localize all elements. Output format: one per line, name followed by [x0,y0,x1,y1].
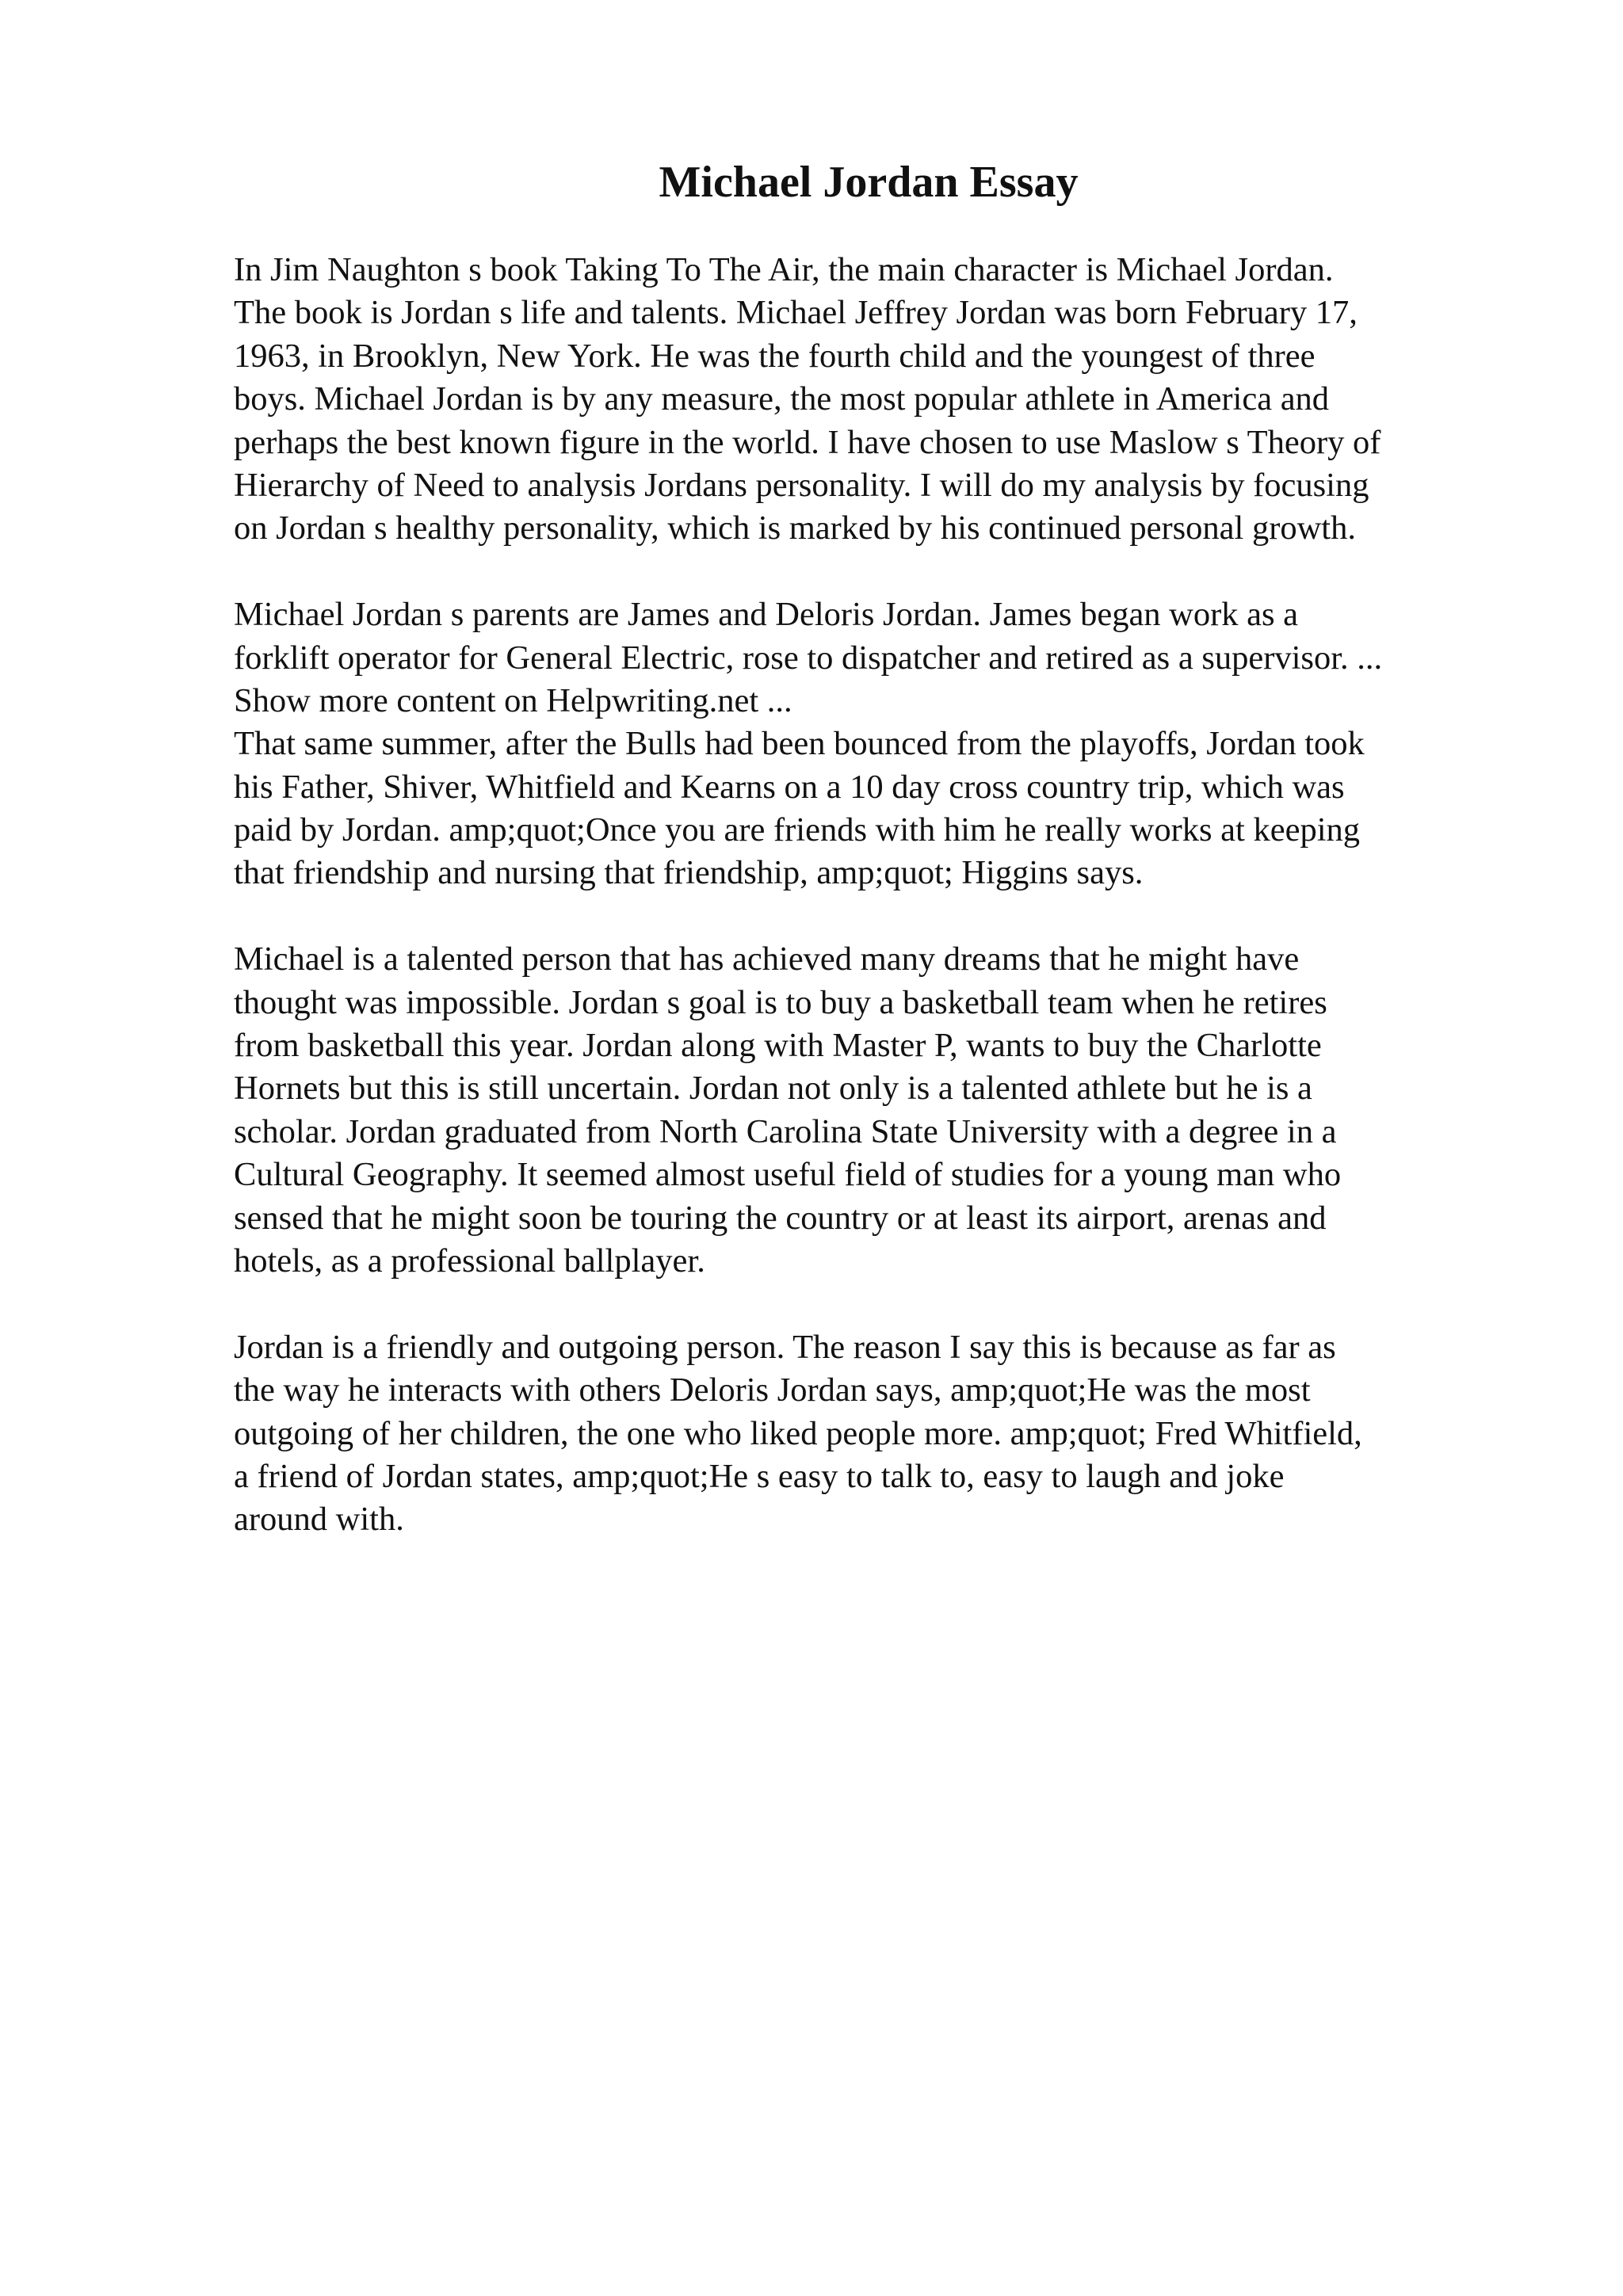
text-line: Michael is a talented person that has achieved many dreams that he might have [234,940,1300,978]
text-line: In Jim Naughton s book Taking To The Air, the main character is Michael Jordan. [234,251,1334,288]
text-line: forklift operator for General Electric, rose to dispatcher and retired as a supervisor. ... [234,639,1383,677]
text-line: boys. Michael Jordan is by any measure, the most popular athlete in America and [234,380,1330,418]
paragraph-gap [234,895,1518,938]
text-line: sensed that he might soon be touring the country or at least its airport, arenas and [234,1199,1327,1237]
text-line: the way he interacts with others Deloris Jordan says, amp;quot;He was the most [234,1371,1311,1409]
paragraph-4 [234,1326,1518,1542]
essay-title: Michael Jordan Essay [659,158,1079,207]
text-line: thought was impossible. Jordan s goal is to buy a basketball team when he retires [234,983,1327,1021]
text-line: Hornets but this is still uncertain. Jordan not only is a talented athlete but he is a [234,1070,1312,1108]
text-line: scholar. Jordan graduated from North Carolina State University with a degree in a [234,1112,1337,1150]
text-line: 1963, in Brooklyn, New York. He was the fourth child and the youngest of three [234,337,1316,375]
text-line: Cultural Geography. It seemed almost useful field of studies for a young man who [234,1156,1342,1194]
text-line: The book is Jordan s life and talents. Michael Jeffrey Jordan was born February 17, [234,294,1358,332]
text-line: Hierarchy of Need to analysis Jordans personality. I will do my analysis by focusing [234,466,1369,504]
text-line: hotels, as a professional ballplayer. [234,1241,705,1280]
essay-body [234,249,1518,1542]
text-line: Michael Jordan s parents are James and Deloris Jordan. James began work as a [234,596,1299,634]
text-line: That same summer, after the Bulls had been bounced from the playoffs, Jordan took [234,725,1365,763]
text-line: Jordan is a friendly and outgoing person. The reason I say this is because as far as [234,1328,1336,1366]
paragraph-1 [234,249,1518,551]
paragraph-3 [234,938,1518,1283]
text-line: perhaps the best known figure in the world. I have chosen to use Maslow s Theory of [234,423,1381,461]
text-line: on Jordan s healthy personality, which is marked by his continued personal growth. [234,509,1356,547]
text-line: around with. [234,1501,404,1539]
text-line: outgoing of her children, the one who liked people more. amp;quot; Fred Whitfield, [234,1414,1362,1452]
show-more-line: Show more content on Helpwriting.net ... [234,681,792,719]
text-line: from basketball this year. Jordan along with Master P, wants to buy the Charlotte [234,1027,1322,1065]
text-line: that friendship and nursing that friendship, amp;quot; Higgins says. [234,854,1144,892]
text-line: his Father, Shiver, Whitfield and Kearns on a 10 day cross country trip, which was [234,768,1345,806]
paragraph-2 [234,593,1518,895]
text-line: paid by Jordan. amp;quot;Once you are friends with him he really works at keeping [234,811,1361,849]
paragraph-gap [234,1283,1518,1325]
text-line: a friend of Jordan states, amp;quot;He s easy to talk to, easy to laugh and joke [234,1457,1285,1495]
paragraph-gap [234,551,1518,593]
